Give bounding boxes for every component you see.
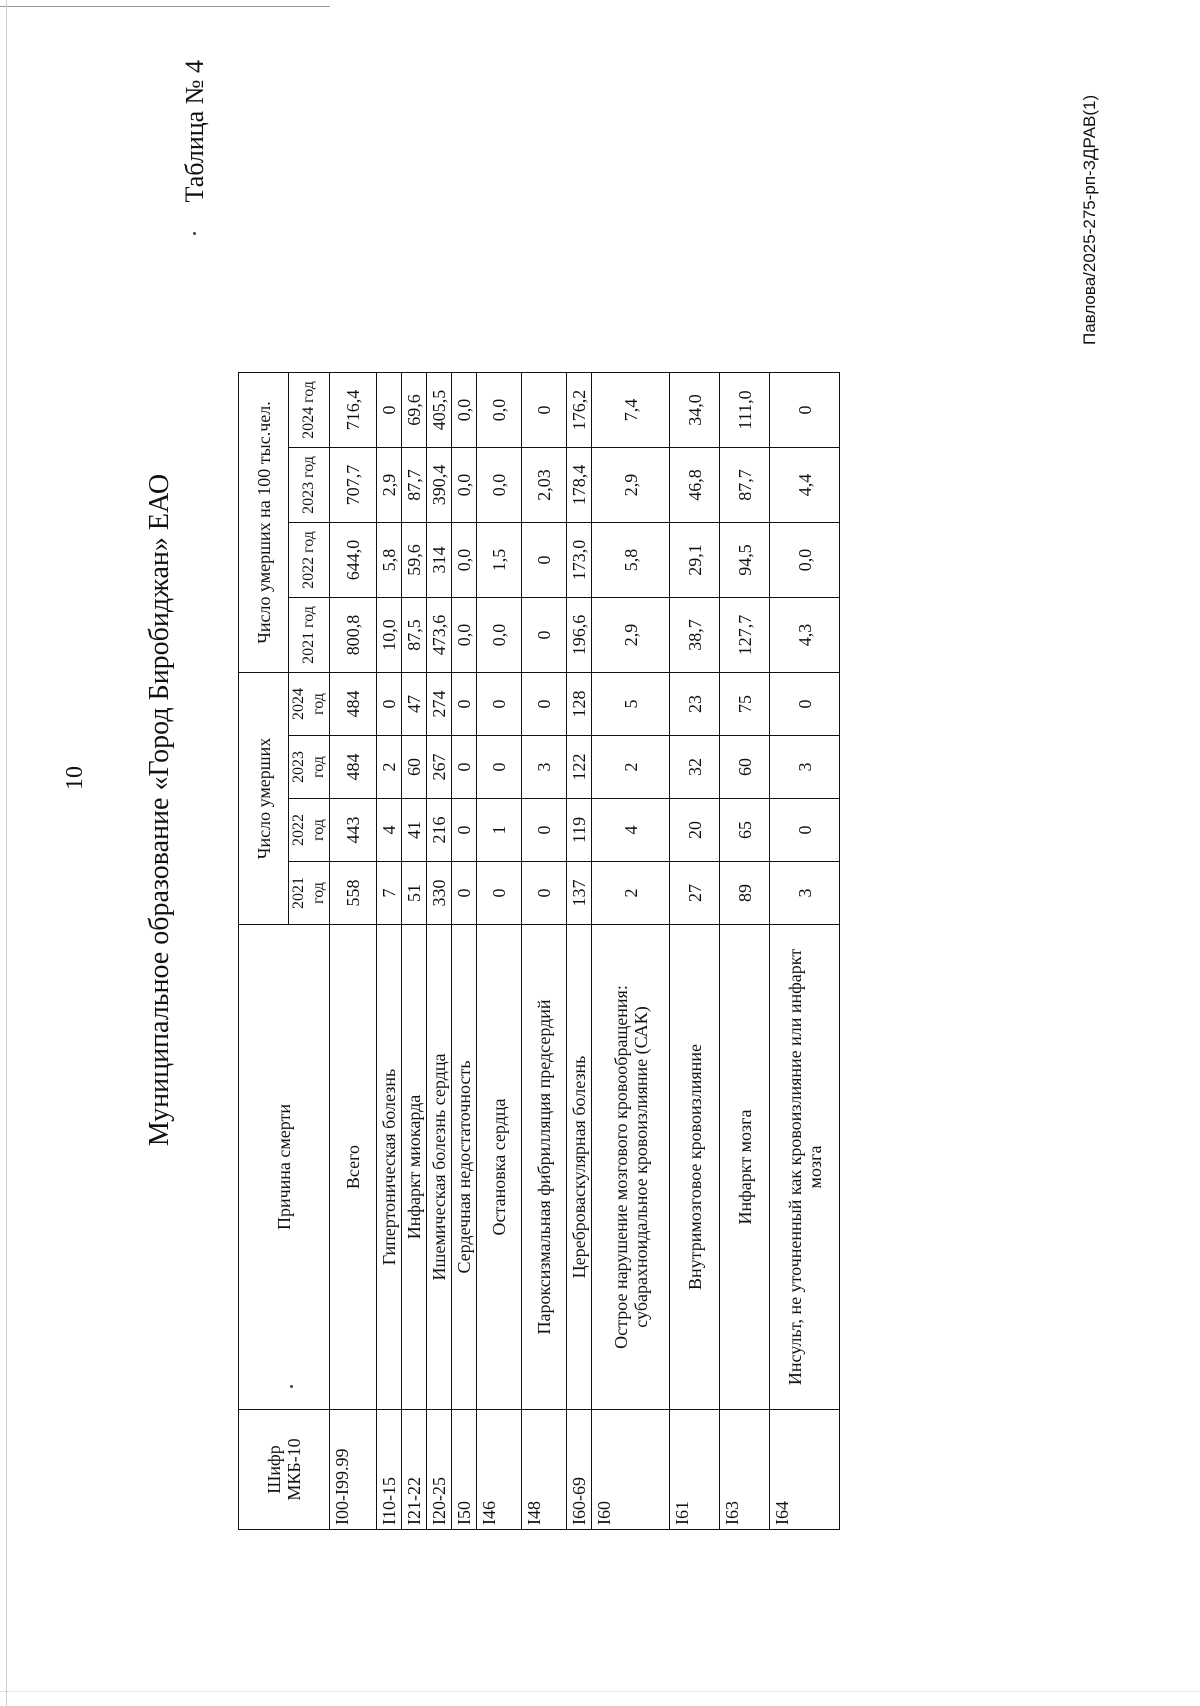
rate-cell: 5,8 [377,523,402,598]
deaths-cell: 558 [330,862,377,925]
deaths-cell: 20 [670,799,720,862]
icd-code: I60 [592,1410,670,1530]
deaths-cell: 4 [377,799,402,862]
header-rate-group: Число умерших на 100 тыс.чел. [239,373,289,673]
deaths-cell: 41 [402,799,427,862]
icd-code: I60-69 [567,1410,592,1530]
table-caption: Таблица № 4 [180,60,209,203]
icd-code: I50 [452,1410,477,1530]
header-year: 2021 год [289,598,330,673]
deaths-cell: 330 [427,862,452,925]
rate-cell: 87,7 [402,448,427,523]
rate-cell: 0,0 [770,523,840,598]
deaths-cell: 137 [567,862,592,925]
rate-cell: 38,7 [670,598,720,673]
rate-cell: 176,2 [567,373,592,448]
deaths-cell: 0 [522,862,567,925]
deaths-cell: 3 [770,736,840,799]
deaths-cell: 60 [402,736,427,799]
header-year: 2021 год [289,862,330,925]
rate-cell: 87,5 [402,598,427,673]
icd-code: I21-22 [402,1410,427,1530]
rate-cell: 0,0 [452,373,477,448]
rate-cell: 34,0 [670,373,720,448]
rate-cell: 111,0 [720,373,770,448]
document-code: Павлова/2025-275-рп-ЗДРАВ(1) [1080,94,1099,345]
deaths-cell: 0 [477,862,522,925]
rate-cell: 2,9 [377,448,402,523]
rate-cell: 0,0 [477,448,522,523]
deaths-cell: 23 [670,673,720,736]
table-row [522,373,567,1530]
rate-cell: 0 [522,523,567,598]
header-year: 2024 год [289,373,330,448]
rate-cell: 173,0 [567,523,592,598]
document-heading: Муниципальное образование «Город Биробиджан» ЕАО [144,473,175,1147]
rate-cell: 46,8 [670,448,720,523]
icd-code: I64 [770,1410,840,1530]
table-row [330,373,377,1530]
rate-cell: 94,5 [720,523,770,598]
cause-of-death: Инфаркт миокарда [402,925,427,1410]
header-year: 2022 год [289,523,330,598]
table-row [567,373,592,1530]
rate-cell: 69,6 [402,373,427,448]
deaths-cell: 0 [477,736,522,799]
deaths-cell: 484 [330,736,377,799]
header-deaths-group: Число умерших [239,673,289,925]
deaths-cell: 47 [402,673,427,736]
rate-cell: 0,0 [477,598,522,673]
table-row [720,373,770,1530]
icd-code: I48 [522,1410,567,1530]
cause-of-death: Внутримозговое кровоизлияние [670,925,720,1410]
cause-of-death: Гипертоническая болезнь [377,925,402,1410]
cause-of-death: Пароксизмальная фибрилляция предсердий [522,925,567,1410]
mortality-table [238,372,840,1530]
icd-code: I63 [720,1410,770,1530]
deaths-cell: 3 [522,736,567,799]
rate-cell: 314 [427,523,452,598]
deaths-cell: 216 [427,799,452,862]
deaths-cell: 0 [452,736,477,799]
rate-cell: 127,7 [720,598,770,673]
icd-code: I20-25 [427,1410,452,1530]
icd-code: I10-15 [377,1410,402,1530]
rate-cell: 0,0 [477,373,522,448]
scan-edge-bottom [0,1691,1200,1692]
rate-cell: 0 [522,373,567,448]
scan-edge-left [6,0,7,1706]
deaths-cell: 0 [770,673,840,736]
deaths-cell: 89 [720,862,770,925]
rotated-page-content [140,60,1050,1560]
deaths-cell: 122 [567,736,592,799]
deaths-cell: 267 [427,736,452,799]
cause-of-death: Всего [330,925,377,1410]
header-year: 2023 год [289,448,330,523]
rate-cell: 390,4 [427,448,452,523]
cause-of-death: Инсульт, не уточненный как кровоизлияние или инфаркт мозга [770,925,840,1410]
deaths-cell: 0 [477,673,522,736]
deaths-cell: 0 [522,799,567,862]
deaths-cell: 1 [477,799,522,862]
deaths-cell: 4 [592,799,670,862]
rate-cell: 800,8 [330,598,377,673]
rate-cell: 29,1 [670,523,720,598]
deaths-cell: 119 [567,799,592,862]
rate-cell: 4,3 [770,598,840,673]
icd-code: I46 [477,1410,522,1530]
rate-cell: 2,03 [522,448,567,523]
deaths-cell: 0 [377,673,402,736]
cause-of-death: Инфаркт мозга [720,925,770,1410]
deaths-cell: 51 [402,862,427,925]
deaths-cell: 2 [592,862,670,925]
deaths-cell: 27 [670,862,720,925]
table-row [452,373,477,1530]
deaths-cell: 0 [452,673,477,736]
rate-cell: 10,0 [377,598,402,673]
deaths-cell: 443 [330,799,377,862]
deaths-cell: 2 [377,736,402,799]
table-row [377,373,402,1530]
rate-cell: 0 [770,373,840,448]
rate-cell: 716,4 [330,373,377,448]
table-row [592,373,670,1530]
table-wrapper [238,372,840,1530]
rate-cell: 178,4 [567,448,592,523]
header-year: 2024 год [289,673,330,736]
rate-cell: 2,9 [592,598,670,673]
header-year: 2023 год [289,736,330,799]
rate-cell: 87,7 [720,448,770,523]
header-year: 2022 год [289,799,330,862]
cause-of-death: Цереброваскулярная болезнь [567,925,592,1410]
rate-cell: 4,4 [770,448,840,523]
rate-cell: 7,4 [592,373,670,448]
rate-cell: 473,6 [427,598,452,673]
rate-cell: 0 [522,598,567,673]
deaths-cell: 65 [720,799,770,862]
rate-cell: 0,0 [452,598,477,673]
table-row [427,373,452,1530]
rate-cell: 644,0 [330,523,377,598]
deaths-cell: 0 [452,862,477,925]
cause-of-death: Ишемическая болезнь сердца [427,925,452,1410]
page-number: 10 [62,766,88,790]
deaths-cell: 5 [592,673,670,736]
rate-cell: 0,0 [452,523,477,598]
rate-cell: 2,9 [592,448,670,523]
deaths-cell: 75 [720,673,770,736]
deaths-cell: 0 [452,799,477,862]
scan-edge-top [0,6,330,7]
deaths-cell: 128 [567,673,592,736]
cause-of-death: Остановка сердца [477,925,522,1410]
deaths-cell: 0 [770,799,840,862]
rate-cell: 196,6 [567,598,592,673]
icd-code: I61 [670,1410,720,1530]
table-row [477,373,522,1530]
header-cause: Причина смерти [239,925,330,1410]
deaths-cell: 274 [427,673,452,736]
cause-of-death: Сердечная недостаточность [452,925,477,1410]
deaths-cell: 7 [377,862,402,925]
table-row [670,373,720,1530]
rate-cell: 405,5 [427,373,452,448]
rate-cell: 0,0 [452,448,477,523]
header-code: Шифр МКБ-10 [239,1410,330,1530]
rate-cell: 59,6 [402,523,427,598]
table-row [770,373,840,1530]
rate-cell: 0 [377,373,402,448]
cause-of-death: Острое нарушение мозгового кровообращения: субарахноидальное кровоизлияние (САК) [592,925,670,1410]
deaths-cell: 2 [592,736,670,799]
deaths-cell: 3 [770,862,840,925]
deaths-cell: 60 [720,736,770,799]
rate-cell: 5,8 [592,523,670,598]
table-header-row [239,373,289,1530]
rate-cell: 1,5 [477,523,522,598]
icd-code: I00-I99.99 [330,1410,377,1530]
deaths-cell: 32 [670,736,720,799]
table-row [402,373,427,1530]
rate-cell: 707,7 [330,448,377,523]
deaths-cell: 0 [522,673,567,736]
deaths-cell: 484 [330,673,377,736]
